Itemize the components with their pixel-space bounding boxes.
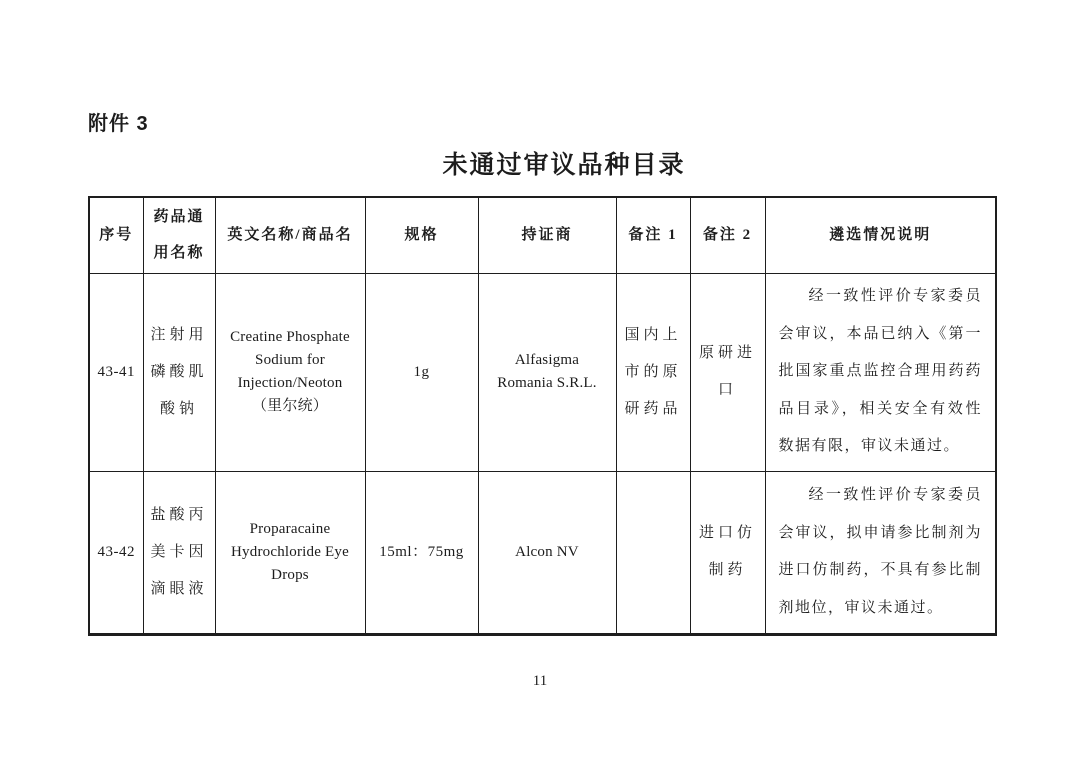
cell-english-name: Proparacaine Hydrochloride Eye Drops — [215, 471, 365, 634]
col-header-generic-name: 药品通用名称 — [143, 197, 215, 273]
cell-remark2: 进口仿制药 — [690, 471, 765, 634]
cell-license-holder: Alcon NV — [478, 471, 616, 634]
col-header-selection-note: 遴选情况说明 — [765, 197, 996, 273]
attachment-label: 附件 3 — [88, 113, 149, 135]
cell-seq: 43-42 — [89, 471, 143, 634]
col-header-remark1: 备注 1 — [616, 197, 690, 273]
cell-selection-note: 经一致性评价专家委员会审议，拟申请参比制剂为进口仿制药，不具有参比制剂地位，审议未通过。 — [765, 471, 996, 634]
col-header-english-name: 英文名称/商品名 — [215, 197, 365, 273]
cell-remark2: 原研进口 — [690, 273, 765, 471]
cell-generic-name: 盐酸丙美卡因滴眼液 — [143, 471, 215, 634]
table-row-43-41 — [89, 273, 996, 471]
cell-spec: 15ml：75mg — [365, 471, 478, 634]
page-number: 11 — [532, 673, 548, 689]
page-title: 未通过审议品种目录 — [442, 152, 686, 179]
cell-remark1 — [616, 471, 690, 634]
cell-selection-note: 经一致性评价专家委员会审议，本品已纳入《第一批国家重点监控合理用药药品目录》，相关安全有效性数据有限，审议未通过。 — [765, 273, 996, 471]
drug-review-table — [88, 196, 997, 636]
col-header-license-holder: 持证商 — [478, 197, 616, 273]
table-header-row — [89, 197, 996, 273]
col-header-remark2: 备注 2 — [690, 197, 765, 273]
cell-generic-name: 注射用磷酸肌酸钠 — [143, 273, 215, 471]
cell-license-holder: Alfasigma Romania S.R.L. — [478, 273, 616, 471]
col-header-seq: 序号 — [89, 197, 143, 273]
cell-english-name: Creatine Phosphate Sodium for Injection/Neoton（里尔统） — [215, 273, 365, 471]
cell-spec: 1g — [365, 273, 478, 471]
table-row-43-42 — [89, 471, 996, 634]
cell-seq: 43-41 — [89, 273, 143, 471]
col-header-spec: 规格 — [365, 197, 478, 273]
cell-remark1: 国内上市的原研药品 — [616, 273, 690, 471]
